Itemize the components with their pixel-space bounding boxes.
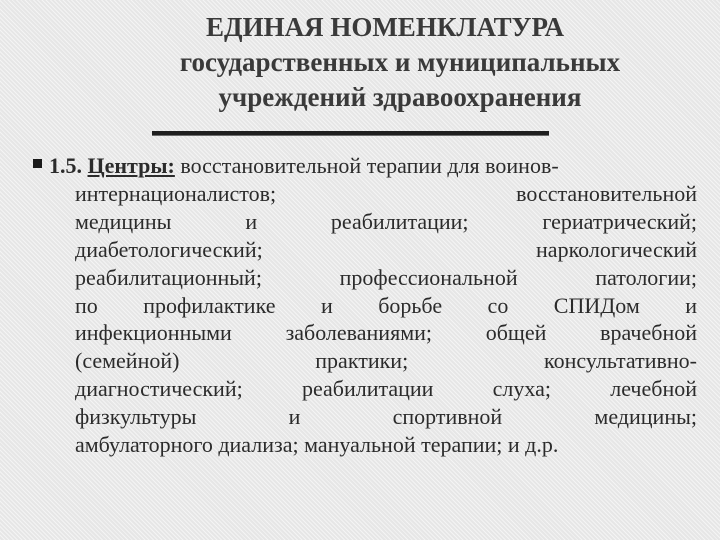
body-line-10: физкультуры и спортивной медицины; xyxy=(75,404,697,430)
body-line-7: инфекционными заболеваниями; общей врачебной xyxy=(75,320,697,346)
body-line-2: интернационалистов; восстановительной xyxy=(75,180,697,206)
body-line-5: реабилитационный; профессиональной патологии; xyxy=(75,264,697,290)
body-line-text: восстановительной терапии для воинов- xyxy=(180,153,559,178)
slide-title xyxy=(100,10,700,115)
body-line-11: амбулаторного диализа; мануальной терапии; и д.р. xyxy=(75,432,559,458)
body-line-8: (семейной) практики; консультативно- xyxy=(75,348,697,374)
body-line-9: диагностический; реабилитации слуха; лечебной xyxy=(75,376,697,402)
title-line-1: ЕДИНАЯ НОМЕНКЛАТУРА xyxy=(205,12,564,42)
item-lead: Центры: xyxy=(87,153,175,178)
body-line-3: медицины и реабилитации; гериатрический; xyxy=(75,208,697,234)
title-divider xyxy=(152,131,549,136)
title-line-3: учреждений здравоохранения xyxy=(218,82,582,112)
item-number: 1.5. xyxy=(49,153,82,178)
body-line-4: диабетологический; наркологический xyxy=(75,236,697,262)
bullet-item xyxy=(33,152,697,459)
body-line-1 xyxy=(33,152,697,180)
title-line-2: государственных и муниципальных xyxy=(179,47,621,77)
body-line-6: по профилактике и борьбе со СПИДом и xyxy=(75,292,697,318)
